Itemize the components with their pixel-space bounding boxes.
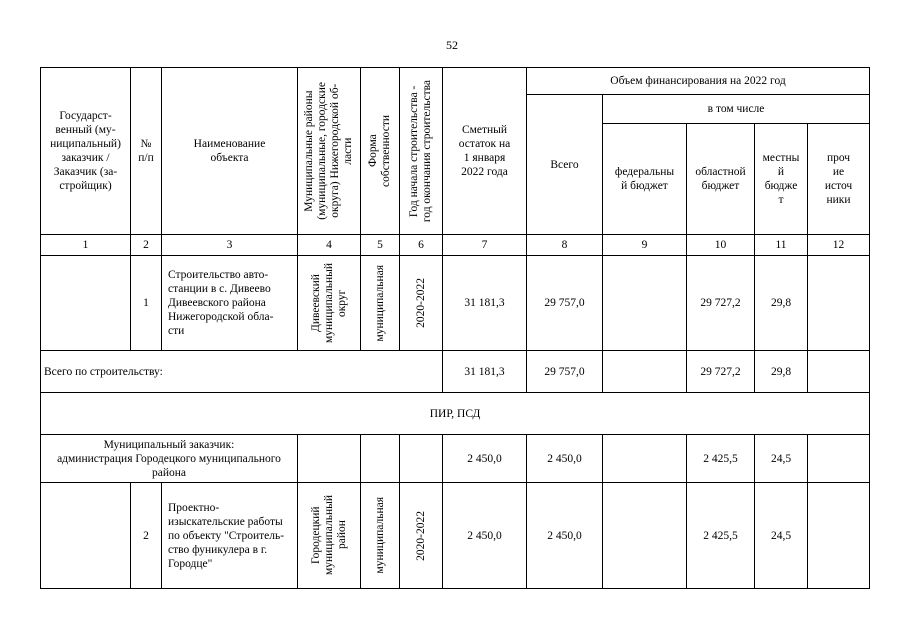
header-federal: федеральны й бюджет xyxy=(603,124,687,235)
col-num: 9 xyxy=(603,235,687,256)
row2-ownership xyxy=(361,483,400,589)
customer-local: 24,5 xyxy=(755,435,808,483)
subtotal-label: Всего по строительству: xyxy=(41,351,443,393)
table-row xyxy=(41,256,870,351)
subtotal-row xyxy=(41,351,870,393)
financing-table xyxy=(40,67,870,589)
header-object-name: Наименование объекта xyxy=(162,68,298,235)
header-including: в том числе xyxy=(603,95,870,124)
row1-years xyxy=(400,256,443,351)
col-num: 8 xyxy=(527,235,603,256)
header-row-top xyxy=(41,68,870,95)
customer-row xyxy=(41,435,870,483)
col-num: 2 xyxy=(131,235,162,256)
col-num: 6 xyxy=(400,235,443,256)
header-number: № п/п xyxy=(131,68,162,235)
customer-empty-5 xyxy=(361,435,400,483)
row1-regional: 29 727,2 xyxy=(687,256,755,351)
row2-customer xyxy=(41,483,131,589)
row2-district-text: Городецкий муниципальный район xyxy=(309,495,348,576)
header-funding: Объем финансирования на 2022 год xyxy=(527,68,870,95)
col-num: 4 xyxy=(298,235,361,256)
row2-district xyxy=(298,483,361,589)
col-num: 3 xyxy=(162,235,298,256)
col-num: 10 xyxy=(687,235,755,256)
section-row xyxy=(41,393,870,435)
row2-years-text: 2020-2022 xyxy=(414,510,427,561)
row1-years-text: 2020-2022 xyxy=(414,278,427,328)
row1-customer xyxy=(41,256,131,351)
row1-estimate: 31 181,3 xyxy=(443,256,527,351)
row2-regional: 2 425,5 xyxy=(687,483,755,589)
customer-empty-6 xyxy=(400,435,443,483)
customer-federal xyxy=(603,435,687,483)
header-ownership xyxy=(361,68,400,235)
header-years-text: Год начала строительства - год окончания строительства xyxy=(408,79,433,223)
table-row xyxy=(41,483,870,589)
header-local: местны й бюдже т xyxy=(755,124,808,235)
row1-number: 1 xyxy=(131,256,162,351)
subtotal-local: 29,8 xyxy=(755,351,808,393)
row1-district xyxy=(298,256,361,351)
header-ownership-text: Форма собственности xyxy=(367,115,392,187)
header-other: проч ие источ ники xyxy=(808,124,870,235)
section-title: ПИР, ПСД xyxy=(41,393,870,435)
row1-local: 29,8 xyxy=(755,256,808,351)
customer-estimate: 2 450,0 xyxy=(443,435,527,483)
col-num: 5 xyxy=(361,235,400,256)
col-num: 11 xyxy=(755,235,808,256)
subtotal-other xyxy=(808,351,870,393)
col-num: 12 xyxy=(808,235,870,256)
header-years xyxy=(400,68,443,235)
row1-name: Строительство авто- станции в с. Дивеево Дивеевского района Нижегородской обла- сти xyxy=(162,256,298,351)
row2-estimate: 2 450,0 xyxy=(443,483,527,589)
col-num: 1 xyxy=(41,235,131,256)
row2-ownership-text: муниципальная xyxy=(373,497,386,574)
subtotal-total: 29 757,0 xyxy=(527,351,603,393)
header-total: Всего xyxy=(527,95,603,235)
customer-label: Муниципальный заказчик: администрация Городецкого муниципального района xyxy=(41,435,298,483)
subtotal-regional: 29 727,2 xyxy=(687,351,755,393)
subtotal-federal xyxy=(603,351,687,393)
customer-empty-4 xyxy=(298,435,361,483)
header-districts xyxy=(298,68,361,235)
row1-ownership-text: муниципальная xyxy=(373,264,386,342)
row1-federal xyxy=(603,256,687,351)
page-number: 52 xyxy=(446,38,458,52)
header-estimate: Сметный остаток на 1 января 2022 года xyxy=(443,68,527,235)
column-numbers-row xyxy=(41,235,870,256)
header-districts-text: Муниципальные районы (муниципальные, городские округа) Нижегородской об- ласти xyxy=(303,82,354,220)
row2-name: Проектно- изыскательские работы по объекту "Строитель- ство фуникулера в г. Городце" xyxy=(162,483,298,589)
row2-years xyxy=(400,483,443,589)
row1-ownership xyxy=(361,256,400,351)
col-num: 7 xyxy=(443,235,527,256)
row2-local: 24,5 xyxy=(755,483,808,589)
customer-other xyxy=(808,435,870,483)
subtotal-estimate: 31 181,3 xyxy=(443,351,527,393)
row2-other xyxy=(808,483,870,589)
row1-district-text: Дивеевский муниципальный округ xyxy=(309,262,348,344)
customer-regional: 2 425,5 xyxy=(687,435,755,483)
customer-total: 2 450,0 xyxy=(527,435,603,483)
header-regional: областной бюджет xyxy=(687,124,755,235)
row1-other xyxy=(808,256,870,351)
row1-total: 29 757,0 xyxy=(527,256,603,351)
row2-total: 2 450,0 xyxy=(527,483,603,589)
header-customer: Государст- венный (му- ниципальный) заказчик / Заказчик (за- стройщик) xyxy=(41,68,131,235)
row2-federal xyxy=(603,483,687,589)
row2-number: 2 xyxy=(131,483,162,589)
